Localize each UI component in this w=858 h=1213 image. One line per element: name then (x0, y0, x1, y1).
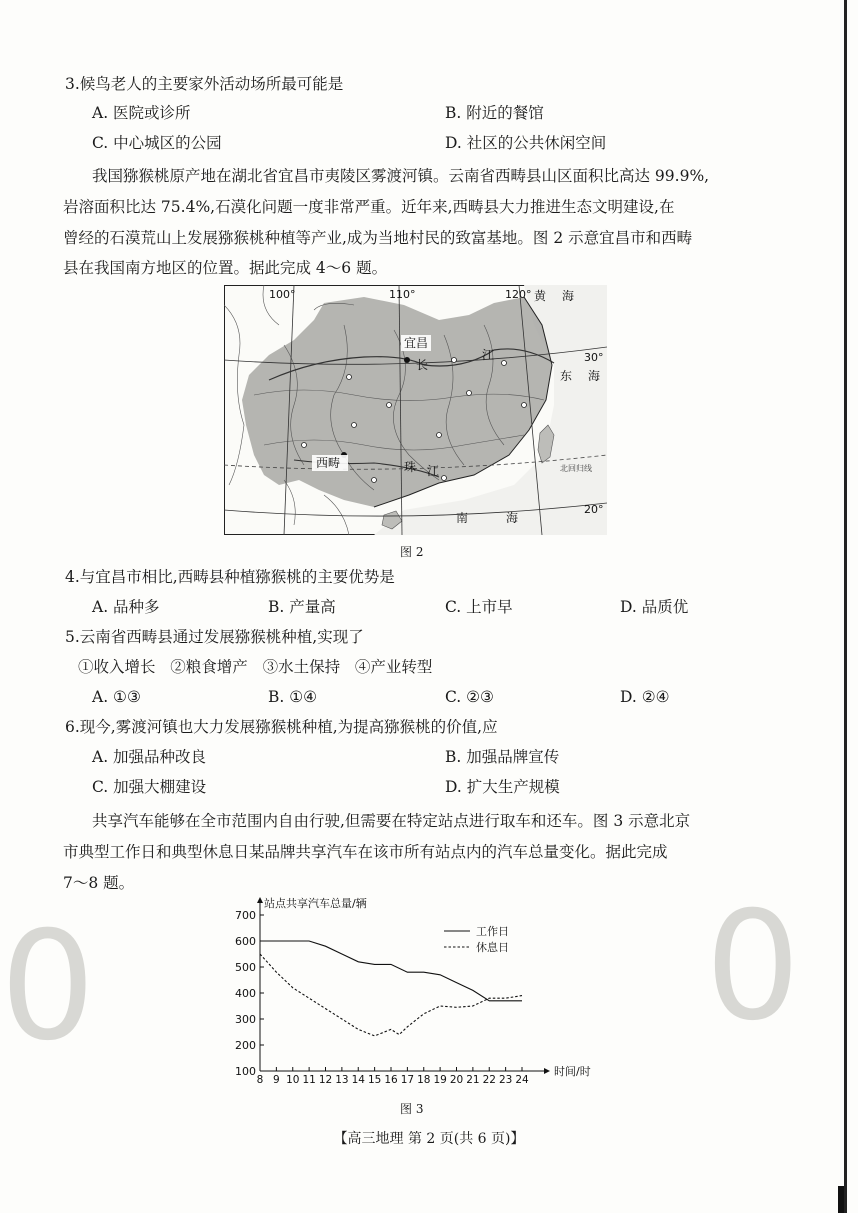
xichou-label: 西畴 (316, 456, 341, 470)
y-tick-label: 600 (235, 935, 256, 948)
y-tick-label: 400 (235, 987, 256, 1000)
x-tick-label: 23 (498, 1074, 513, 1086)
x-tick-label: 17 (400, 1074, 415, 1086)
q6-option-d: D. 扩大生产规模 (445, 778, 560, 796)
passage2-line: 7～8 题。 (63, 874, 135, 892)
donghai-label-2: 海 (588, 369, 601, 383)
y-tick-label: 700 (235, 909, 256, 922)
lon-110-label: 110° (389, 288, 416, 301)
passage1-line: 县在我国南方地区的位置。据此完成 4～6 题。 (63, 259, 388, 277)
yichang-marker (404, 357, 410, 363)
q3-option-b: B. 附近的餐馆 (445, 104, 544, 122)
q5-items: ①收入增长 ②粮食增产 ③水土保持 ④产业转型 (78, 658, 433, 676)
x-tick-label: 19 (433, 1074, 447, 1086)
q4-option-c: C. 上市早 (445, 598, 513, 616)
x-tick-label: 18 (417, 1074, 431, 1086)
y-axis-label: 站点共享汽车总量/辆 (264, 897, 367, 910)
x-tick-label: 13 (335, 1074, 349, 1086)
x-axis-arrow (544, 1068, 550, 1074)
page-edge-mark (838, 1186, 844, 1213)
page-edge-bar (844, 0, 847, 1213)
nanhai-label-1: 南 (456, 511, 469, 525)
nanhai-label-2: 海 (506, 511, 519, 525)
huanghai-label-2: 海 (562, 289, 575, 303)
q4-stem: 4.与宜昌市相比,西畴县种植猕猴桃的主要优势是 (65, 568, 395, 586)
x-tick-label: 21 (466, 1074, 480, 1086)
x-axis-label: 时间/时 (554, 1065, 591, 1078)
passage1-line: 岩溶面积比达 75.4%,石漠化问题一度非常严重。近年来,西畴县大力推进生态文明建设,在 (63, 198, 675, 216)
donghai-label-1: 东 (560, 369, 573, 383)
lon-100-label: 100° (269, 288, 296, 301)
lon-120-label: 120° (505, 288, 532, 301)
q6-option-a: A. 加强品种改良 (92, 748, 207, 766)
changjiang-label-2: 江 (482, 348, 495, 362)
passage2-line: 市典型工作日和典型休息日某品牌共享汽车在该市所有站点内的汽车总量变化。据此完成 (63, 843, 668, 861)
q4-option-a: A. 品种多 (92, 598, 160, 616)
x-tick-label: 9 (273, 1074, 280, 1086)
q6-option-b: B. 加强品牌宣传 (445, 748, 560, 766)
legend-label: 工作日 (476, 925, 509, 938)
y-tick-label: 200 (235, 1039, 256, 1052)
lat-30-label: 30° (584, 351, 604, 364)
q5-stem: 5.云南省西畴县通过发展猕猴桃种植,实现了 (65, 628, 364, 646)
y-tick-label: 100 (235, 1065, 256, 1078)
passage1-line: 曾经的石漠荒山上发展猕猴桃种植等产业,成为当地村民的致富基地。图 2 示意宜昌市和西畴 (63, 229, 693, 247)
huanghai-label-1: 黄 (534, 289, 547, 303)
legend-label: 休息日 (476, 941, 509, 954)
y-tick-label: 300 (235, 1013, 256, 1026)
q3-option-c: C. 中心城区的公园 (92, 134, 222, 152)
shared-car-line-chart (222, 893, 602, 1093)
zhujiang-label-1: 珠 (404, 460, 417, 474)
y-tick-label: 500 (235, 961, 256, 974)
q6-option-c: C. 加强大棚建设 (92, 778, 207, 796)
figure-2-caption: 图 2 (400, 545, 424, 559)
q5-option-d: D. ②④ (620, 688, 670, 706)
q6-stem: 6.现今,雾渡河镇也大力发展猕猴桃种植,为提高猕猴桃的价值,应 (65, 718, 498, 736)
x-tick-label: 24 (515, 1074, 529, 1086)
bleed-through-glyph: 0 (0, 900, 96, 1074)
x-tick-label: 11 (302, 1074, 316, 1086)
lat-20-label: 20° (584, 503, 604, 516)
south-china-map (224, 285, 607, 535)
q3-option-d: D. 社区的公共休闲空间 (445, 134, 607, 152)
x-tick-label: 10 (286, 1074, 300, 1086)
x-tick-label: 20 (449, 1074, 464, 1086)
q4-option-b: B. 产量高 (268, 598, 336, 616)
x-tick-label: 22 (482, 1074, 496, 1086)
x-tick-label: 8 (256, 1074, 264, 1086)
page-footer: 【高三地理 第 2 页(共 6 页)】 (333, 1131, 525, 1147)
passage1-line: 我国猕猴桃原产地在湖北省宜昌市夷陵区雾渡河镇。云南省西畴县山区面积比高达 99.9%, (92, 167, 710, 185)
q5-option-a: A. ①③ (92, 688, 141, 706)
q4-option-d: D. 品质优 (620, 598, 689, 616)
q3-stem: 3.候鸟老人的主要家外活动场所最可能是 (65, 75, 344, 93)
x-tick-label: 15 (367, 1074, 382, 1086)
figure-3-caption: 图 3 (400, 1102, 424, 1116)
q3-option-a: A. 医院或诊所 (92, 104, 191, 122)
yichang-label: 宜昌 (404, 336, 429, 350)
q5-option-c: C. ②③ (445, 688, 494, 706)
zhujiang-label-2: 江 (427, 464, 440, 478)
tropic-label: 北回归线 (560, 464, 592, 473)
x-tick-label: 14 (351, 1074, 365, 1086)
x-tick-label: 16 (384, 1074, 398, 1086)
changjiang-label-1: 长 (416, 358, 429, 372)
passage2-line: 共享汽车能够在全市范围内自由行驶,但需要在特定站点进行取车和还车。图 3 示意北京 (92, 812, 691, 830)
q5-option-b: B. ①④ (268, 688, 318, 706)
x-tick-label: 12 (318, 1074, 333, 1086)
series-line-rest-day (260, 954, 522, 1036)
y-axis-arrow (257, 897, 263, 903)
bleed-through-glyph: 0 (705, 880, 801, 1054)
